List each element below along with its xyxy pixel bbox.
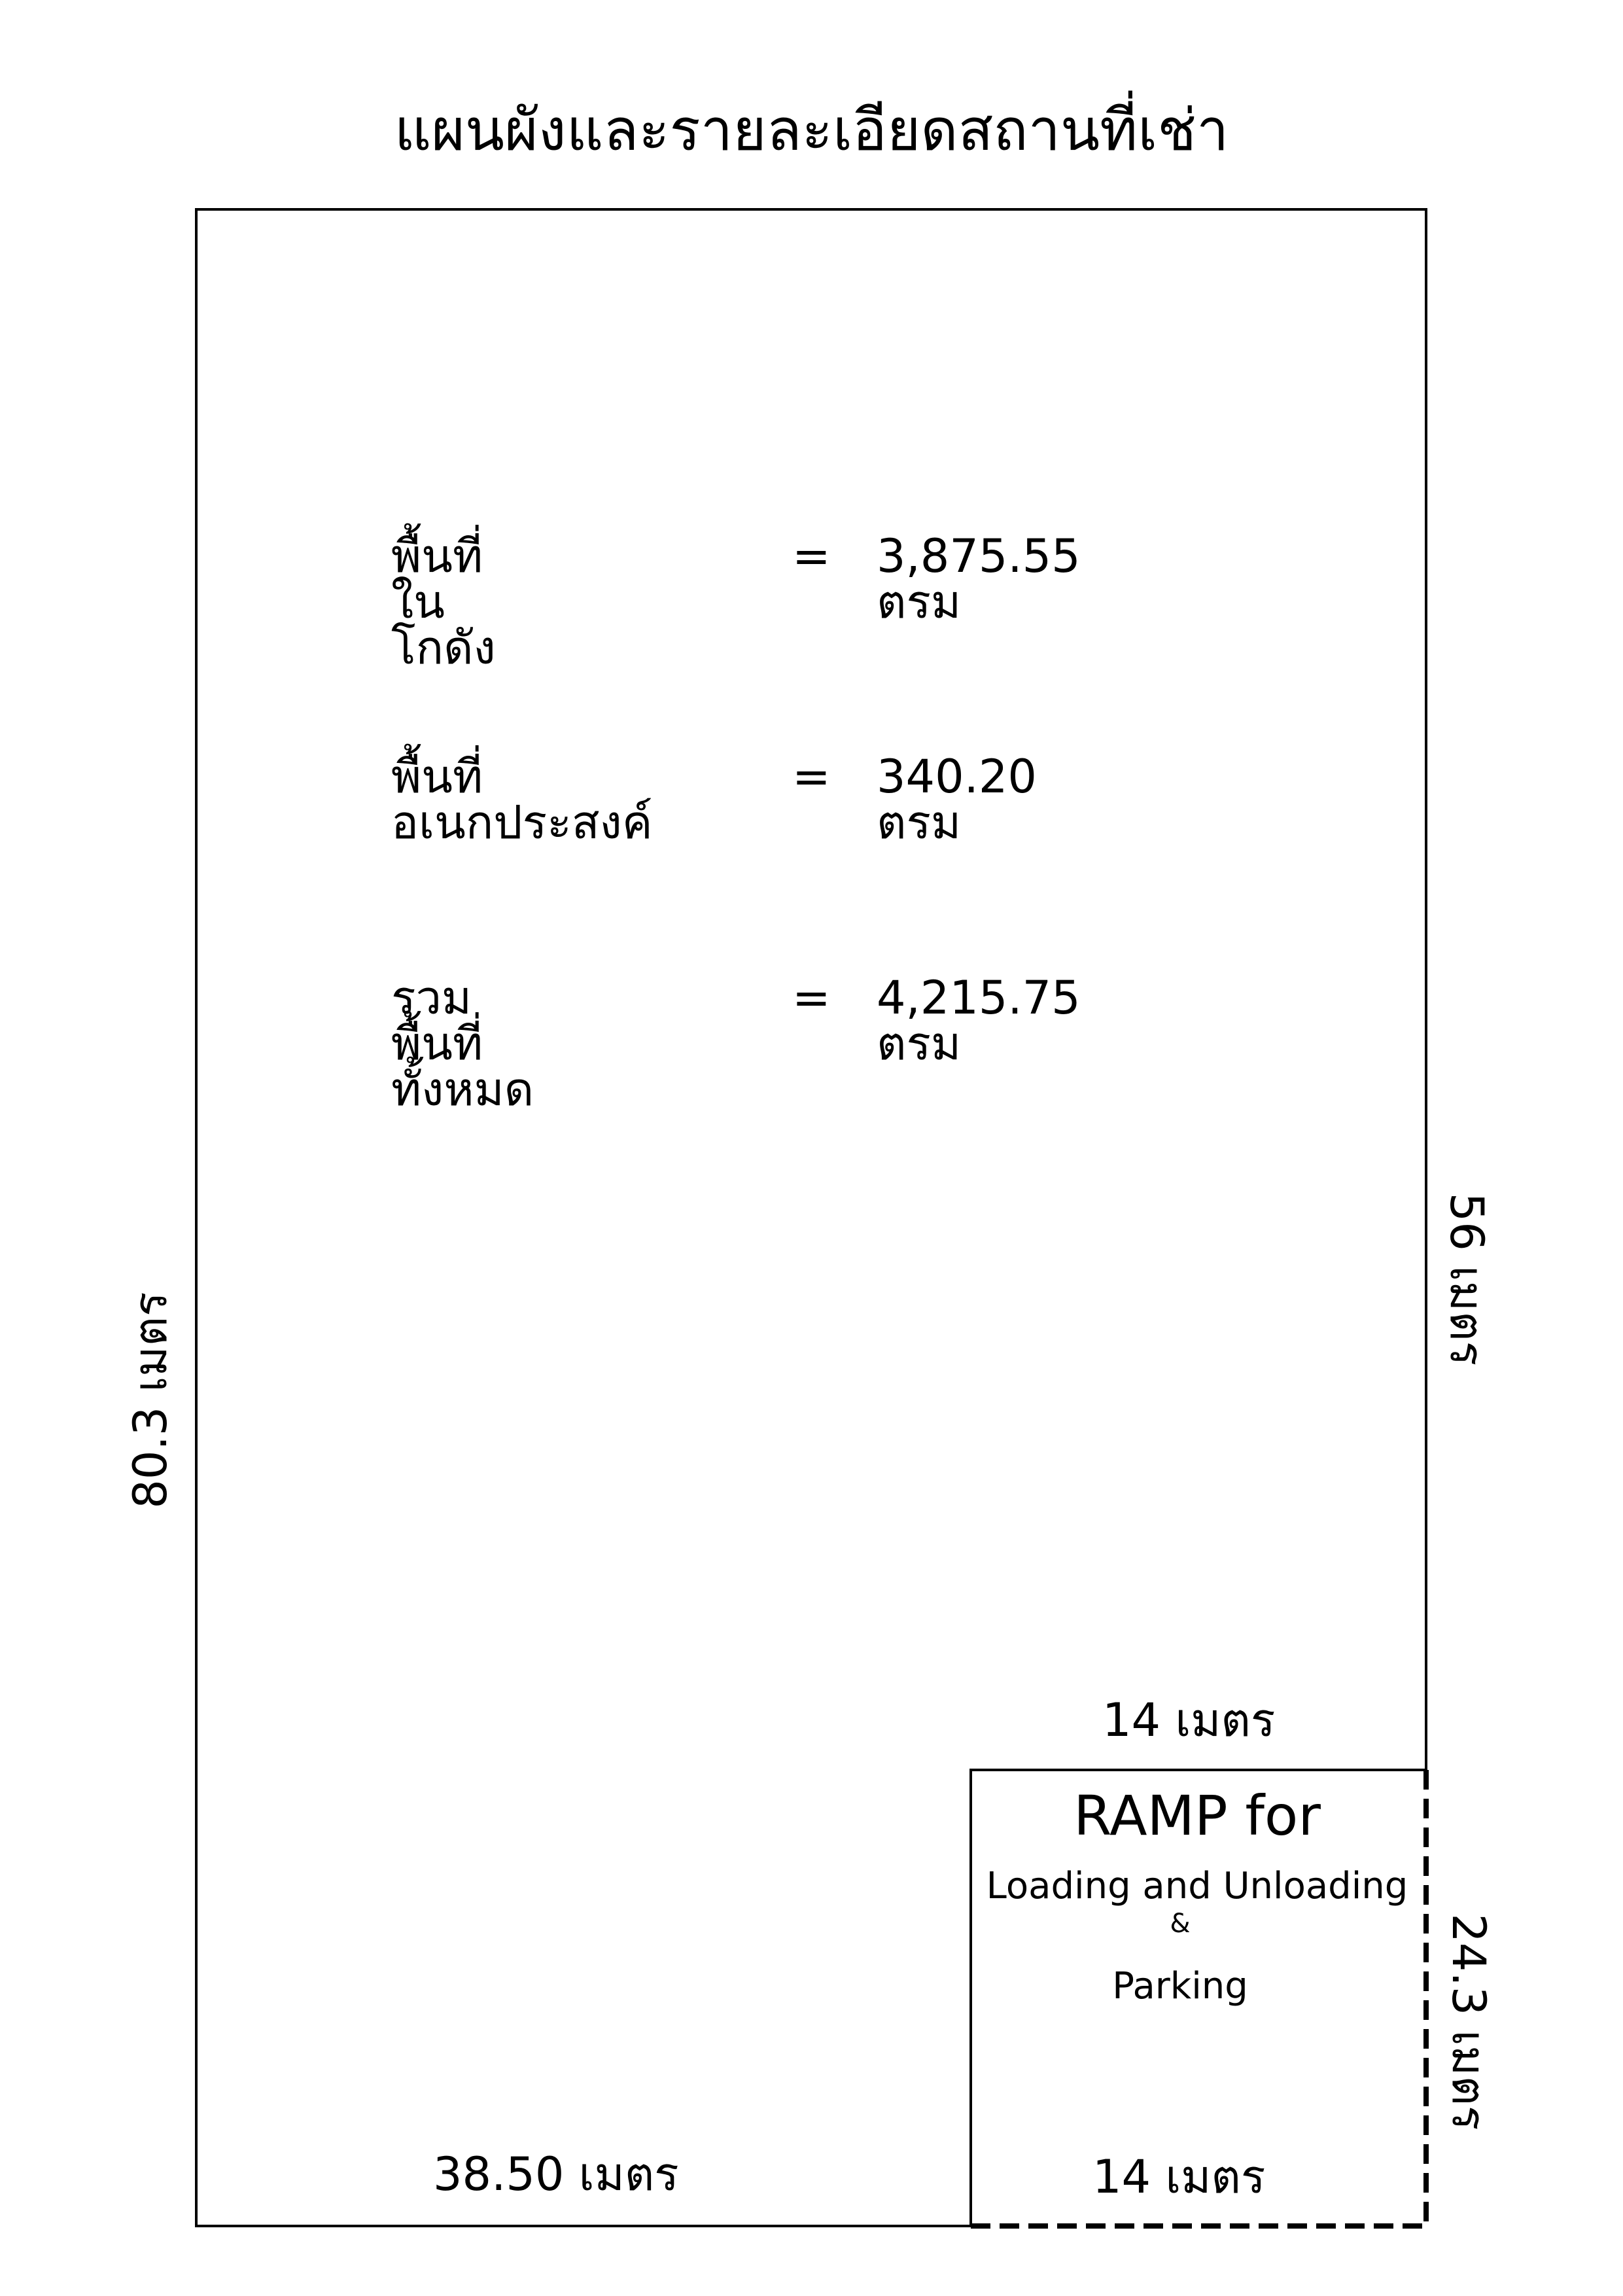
area-equals: = [792, 750, 831, 804]
ramp-ampersand: & [1170, 1909, 1191, 1939]
dimension-left: 80.3 เมตร [124, 1292, 177, 1509]
ramp-loading-label: Loading and Unloading [986, 1865, 1408, 1907]
page-title: แผนผังและรายละเอียดสถานที่เช่า [394, 96, 1229, 164]
area-value: 3,875.55 ตรม [877, 529, 1081, 629]
dimension-bottom-main: 38.50 เมตร [433, 2147, 679, 2201]
dimension-ramp-top: 14 เมตร [1102, 1693, 1276, 1747]
ramp-title: RAMP for [1073, 1784, 1321, 1848]
area-label: พื้นที่อเนกประสงค์ [391, 750, 653, 849]
dimension-ramp-bottom: 14 เมตร [1092, 2150, 1266, 2204]
area-equals: = [792, 529, 831, 583]
dimension-right-upper: 56 เมตร [1440, 1192, 1493, 1366]
area-value: 340.20 ตรม [877, 750, 1037, 849]
area-equals: = [792, 971, 831, 1025]
area-label: พื้นที่ในโกดัง [391, 529, 496, 675]
area-value: 4,215.75 ตรม [877, 971, 1081, 1070]
area-label: รวมพื้นที่ทั้งหมด [391, 971, 534, 1116]
ramp-parking-label: Parking [1112, 1965, 1248, 2007]
dimension-right-lower: 24.3 เมตร [1442, 1913, 1495, 2130]
